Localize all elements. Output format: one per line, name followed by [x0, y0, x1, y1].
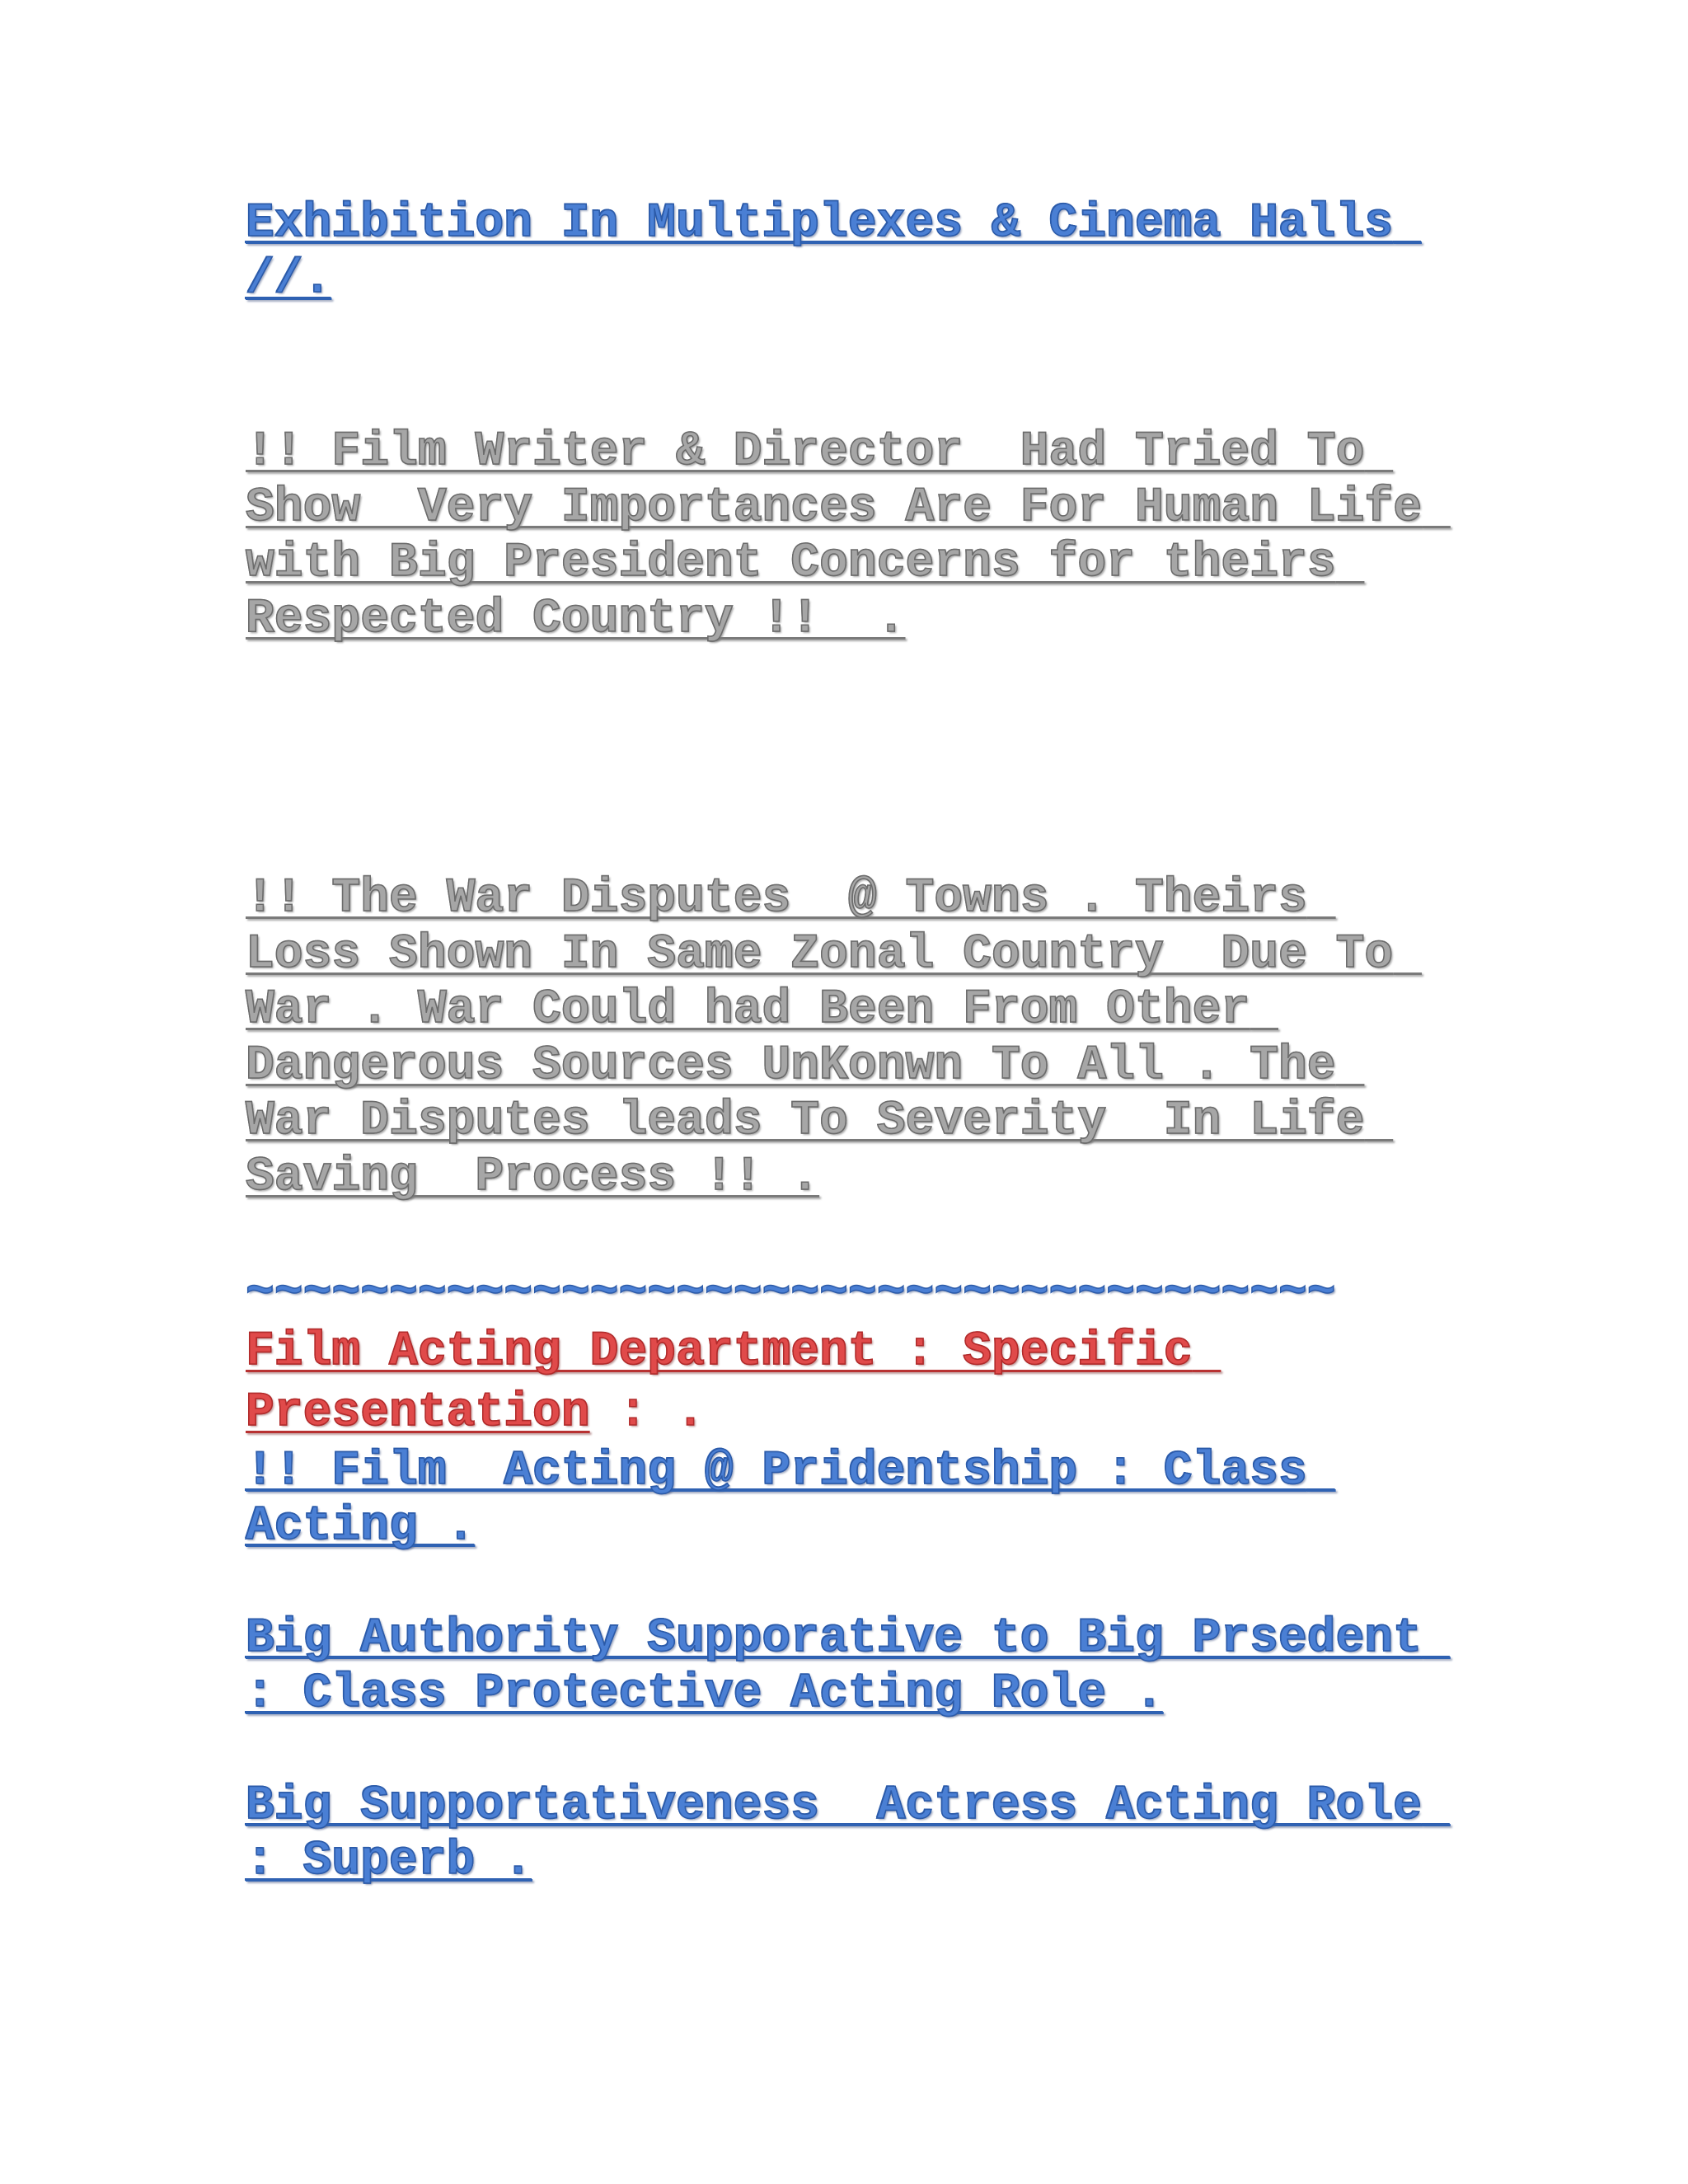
paragraph-pridentship: !! Film Acting @ Pridentship : Class Acting . — [246, 1444, 1336, 1554]
paragraph-war-disputes: !! The War Disputes @ Towns . Theirs Loss Shown In Same Zonal Country Due To War . War Could had Been From Other Dangerous Sources UnKonwn To All . The War Disputes leads To Severity In Life Saving Process !! . — [246, 872, 1423, 1204]
paragraph-actress: Big Supportativeness Actress Acting Role : Superb . — [246, 1779, 1451, 1888]
paragraph-exhibition: Exhibition In Multiplexes & Cinema Halls //. — [246, 197, 1423, 307]
acting-department-heading — [246, 1322, 1432, 1444]
paragraph-authority: Big Authority Supporative to Big Prsedent : Class Protective Acting Role . — [246, 1611, 1451, 1721]
acting-department-suffix: : . — [589, 1385, 705, 1440]
tilde-divider: ~~~~~~~~~~~~~~~~~~~~~~~~~~~~~~~~~~~~~~ — [246, 1267, 1336, 1320]
document-body — [246, 196, 1451, 1890]
acting-department-title: Film Acting Department : Specific Presentation — [246, 1324, 1221, 1440]
paragraph-writer-director: !! Film Writer & Director Had Tried To Show Very Importances Are For Human Life with Big President Concerns for theirs Respected Country !! . — [246, 425, 1451, 646]
